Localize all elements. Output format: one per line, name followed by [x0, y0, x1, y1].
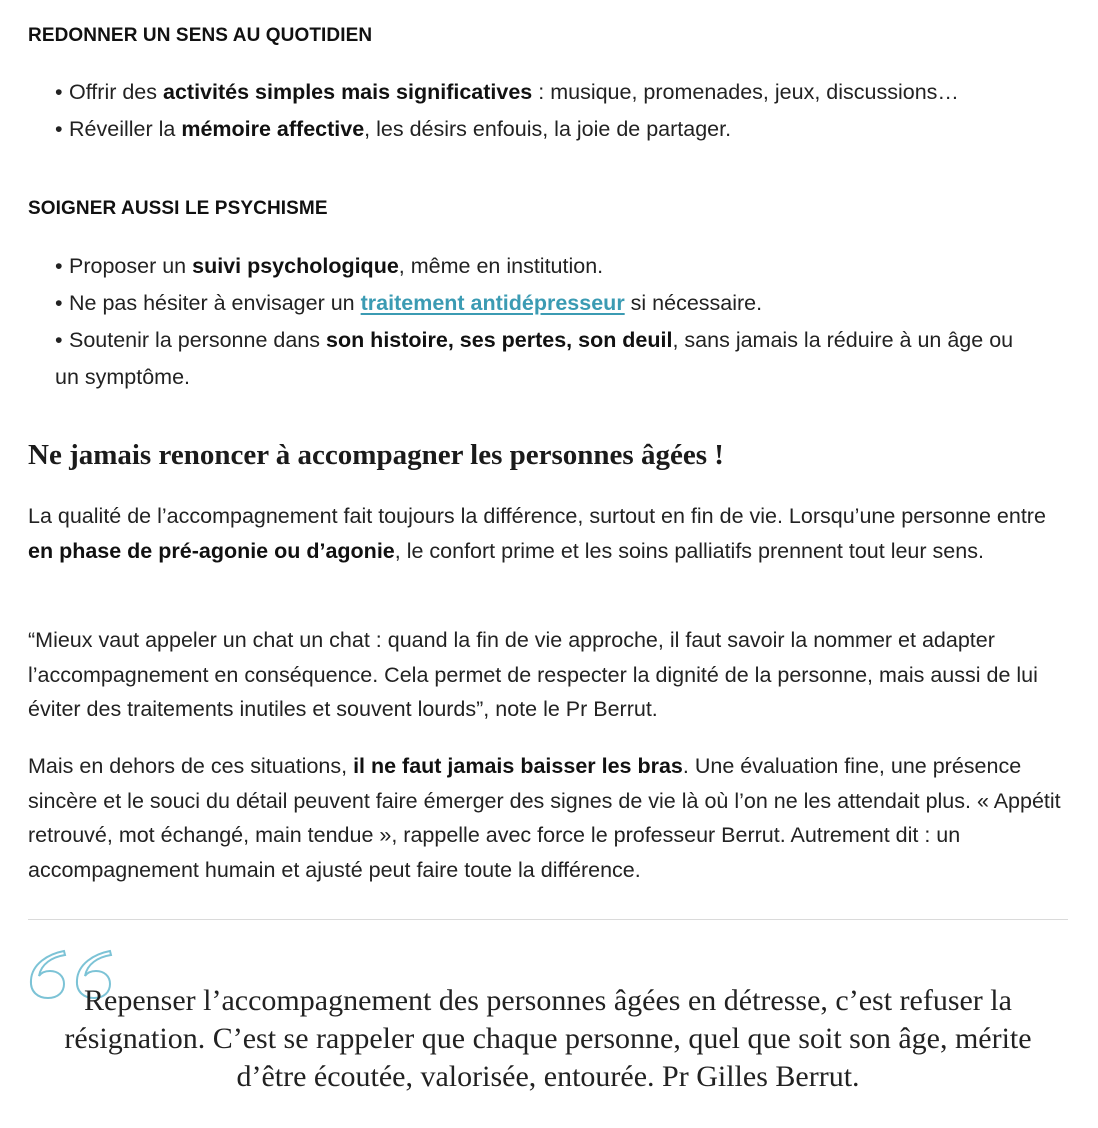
pull-quote: Repenser l’accompagnement des personnes âgées en détresse, c’est refuser la résignation. C’est se rappeler que chaque personne, quel que soit son âge, mérite d’être écoutée, valorisée, entourée. Pr Gilles Berrut.: [64, 984, 1032, 1093]
list-item: • Soutenir la personne dans son histoire, ses pertes, son deuil, sans jamais la réduire à un âge ou: [55, 328, 1014, 352]
list-item: • Ne pas hésiter à envisager un traitement antidépresseur si nécessaire.: [55, 291, 763, 315]
section-divider: [28, 919, 1068, 920]
paragraph-ne-pas-baisser-les-bras: Mais en dehors de ces situations, il ne faut jamais baisser les bras. Une évaluation fine, une présence sincère et le souci du détail peuvent faire émerger des signes de vie là où l’on ne les attendait plus. « Appétit retrouvé, mot échangé, main tendue », rappelle avec force le professeur Berrut. Autrement dit : un accompagnement humain et ajusté peut faire toute la différence.: [28, 754, 1061, 883]
bullet-list-psychisme: [55, 248, 1055, 396]
list-item: • Offrir des activités simples mais significatives : musique, promenades, jeux, discussions…: [55, 80, 959, 104]
bullet-list-quotidien: [55, 74, 1055, 148]
paragraph-fin-de-vie: La qualité de l’accompagnement fait toujours la différence, surtout en fin de vie. Lorsqu’une personne entre en phase de pré-agonie ou d’agonie, le confort prime et les soins palliatifs prennent tout leur sens.: [28, 504, 1046, 563]
section-heading-quotidien: REDONNER UN SENS AU QUOTIDIEN: [28, 25, 373, 46]
list-item-continuation: un symptôme.: [55, 365, 191, 389]
paragraph-citation-berrut: “Mieux vaut appeler un chat un chat : quand la fin de vie approche, il faut savoir la nommer et adapter l’accompagnement en conséquence. Cela permet de respecter la dignité de la personne, mais aussi de lui éviter des traitements inutiles et souvent lourds”, note le Pr Berrut.: [28, 628, 1038, 722]
antidepressant-link[interactable]: traitement antidépresseur: [360, 291, 625, 315]
article-title: Ne jamais renoncer à accompagner les personnes âgées !: [28, 439, 724, 471]
section-heading-psychisme: SOIGNER AUSSI LE PSYCHISME: [28, 198, 328, 219]
list-item: • Réveiller la mémoire affective, les désirs enfouis, la joie de partager.: [55, 117, 732, 141]
list-item: • Proposer un suivi psychologique, même en institution.: [55, 254, 604, 278]
